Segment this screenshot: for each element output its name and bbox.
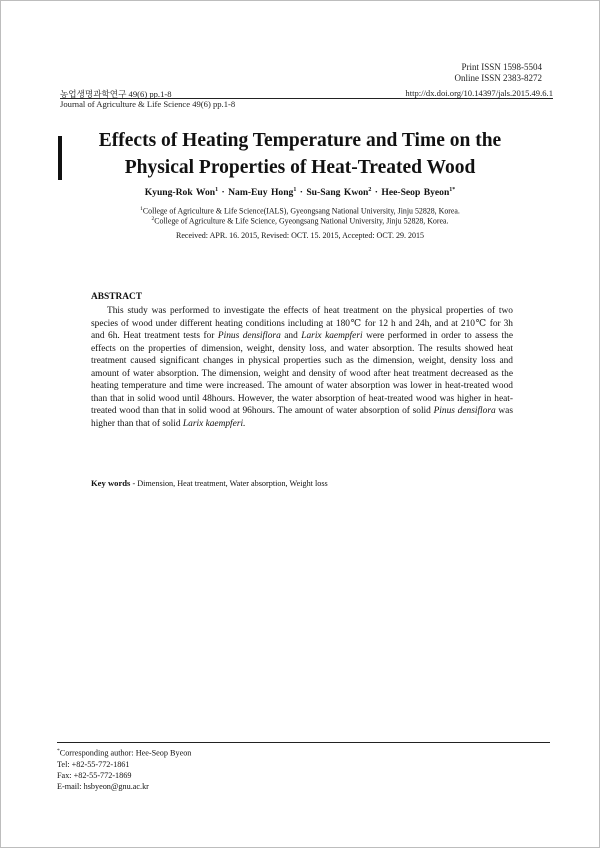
- author-separator: ·: [371, 187, 382, 199]
- keywords-text: Dimension, Heat treatment, Water absorption, Weight loss: [137, 479, 328, 488]
- corresponding-author: *Corresponding author: Hee-Seop Byeon: [57, 748, 192, 758]
- affiliation-1-text: College of Agriculture & Life Science(IALS), Gyeongsang National University, Jinju 52828, Korea.: [142, 206, 460, 216]
- print-issn: Print ISSN 1598-5504: [461, 62, 542, 72]
- author-affiliation-marker: 2: [368, 187, 372, 193]
- footnote-rule: [57, 742, 550, 743]
- online-issn: Online ISSN 2383-8272: [454, 73, 542, 83]
- author-name: Hee-Seop Byeon: [381, 187, 450, 199]
- affiliation-2-marker: 2: [151, 216, 155, 222]
- footnote: [57, 746, 191, 793]
- species-name: Larix kaempferi.: [182, 418, 246, 429]
- abstract-body: [91, 305, 513, 430]
- issn-block: [455, 62, 543, 84]
- affiliation-1-marker: 1: [140, 206, 143, 212]
- author-separator: ·: [296, 187, 307, 199]
- title-line-2: Physical Properties of Heat-Treated Wood: [124, 157, 476, 178]
- received-dates: Received: APR. 16. 2015, Revised: OCT. 15. 2015, Accepted: OCT. 29. 2015: [176, 231, 424, 240]
- doi-link[interactable]: http://dx.doi.org/10.14397/jals.2015.49.6.1: [405, 88, 553, 98]
- keywords-label: Key words: [91, 478, 131, 488]
- abstract-text: were performed in order to assess the effects on the properties of dimension, weight, density loss, and water absorption. The results showed heat treatment caused significant changes in physical properties such as the dimension, weight, density loss and amount of water absorption. The dimension, weight and density of wood after heat treatment decreased as the heating temperature and time were increased. The amount of water absorption was lower in heat-treated wood than that in solid wood until 48hours. However, the water absorption of heat-treated wood was higher in heat-treated wood than that in solid wood at 96hours. The amount of water absorption of solid: [91, 331, 513, 417]
- species-name: Pinus densiflora: [217, 331, 281, 342]
- author-list: [60, 184, 540, 199]
- title-line-1: Effects of Heating Temperature and Time on the: [98, 130, 502, 151]
- author-affiliation-marker: 1: [215, 187, 219, 193]
- abstract-text: was higher than that of solid: [91, 406, 513, 429]
- journal-korean: 농업생명과학연구 49(6) pp.1-8: [60, 89, 172, 99]
- author-name: Kyung-Rok Won: [144, 187, 216, 199]
- keywords: [91, 478, 328, 489]
- abstract-heading: ABSTRACT: [91, 292, 143, 302]
- author-separator: ·: [218, 187, 229, 199]
- affiliation-2: [60, 214, 540, 227]
- telephone: Tel: +82-55-772-1861: [57, 759, 130, 769]
- corresponding-marker: *: [57, 748, 60, 754]
- author-affiliation-marker: 1: [293, 187, 297, 193]
- abstract-text: This study was performed to investigate the effects of heat treatment on the physical properties of two species of wood under different heating conditions including at 180℃ for 12 h and 24h, and at 210℃ for 3h and 6h. Heat treatment tests for: [91, 306, 513, 342]
- affiliation-2-text: College of Agriculture & Life Science, Gyeongsang National University, Jinju 52828, Korea.: [154, 216, 449, 226]
- author-name: Nam-Euy Hong: [228, 187, 294, 199]
- fax: Fax: +82-55-772-1869: [57, 771, 132, 781]
- author-affiliation-marker: 1*: [449, 187, 456, 193]
- journal-english: Journal of Agriculture & Life Science 49(6) pp.1-8: [60, 99, 236, 109]
- author-name: Su-Sang Kwon: [306, 187, 369, 199]
- abstract-text: and: [280, 331, 302, 342]
- keywords-separator: -: [130, 479, 138, 488]
- email-link[interactable]: E-mail: hsbyeon@gnu.ac.kr: [57, 782, 149, 792]
- species-name: Pinus densiflora: [433, 406, 496, 417]
- title-side-bar: [58, 136, 62, 180]
- article-title: [80, 127, 520, 181]
- species-name: Larix kaempferi: [301, 331, 363, 342]
